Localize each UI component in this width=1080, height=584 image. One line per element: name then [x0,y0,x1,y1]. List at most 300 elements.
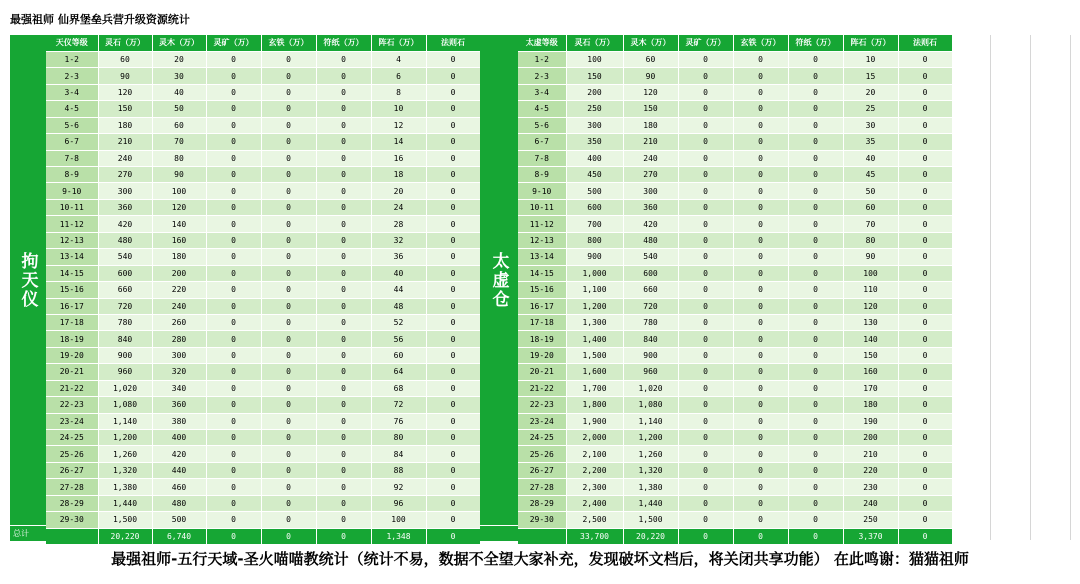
value-cell[interactable]: 240 [623,150,678,166]
value-cell[interactable]: 0 [426,216,480,232]
value-cell[interactable]: 500 [152,512,206,528]
value-cell[interactable]: 120 [623,84,678,100]
value-cell[interactable]: 0 [316,397,371,413]
level-range-cell[interactable]: 18-19 [518,331,566,347]
value-cell[interactable]: 0 [206,84,261,100]
value-cell[interactable]: 0 [261,150,316,166]
value-cell[interactable]: 0 [261,462,316,478]
value-cell[interactable]: 300 [623,183,678,199]
value-cell[interactable]: 0 [426,249,480,265]
value-cell[interactable]: 0 [678,347,733,363]
level-range-cell[interactable]: 8-9 [46,167,98,183]
value-cell[interactable]: 1,000 [566,265,623,281]
level-range-cell[interactable]: 13-14 [46,249,98,265]
value-cell[interactable]: 0 [206,364,261,380]
value-cell[interactable]: 0 [426,117,480,133]
value-cell[interactable]: 0 [316,347,371,363]
value-cell[interactable]: 0 [898,216,952,232]
value-cell[interactable]: 1,200 [623,430,678,446]
value-cell[interactable]: 0 [261,331,316,347]
value-cell[interactable]: 2,400 [566,495,623,511]
level-range-cell[interactable]: 20-21 [46,364,98,380]
value-cell[interactable]: 120 [843,298,898,314]
value-cell[interactable]: 0 [426,68,480,84]
value-cell[interactable]: 340 [152,380,206,396]
value-cell[interactable]: 0 [678,298,733,314]
value-cell[interactable]: 0 [206,347,261,363]
value-cell[interactable]: 0 [898,446,952,462]
value-cell[interactable]: 0 [316,479,371,495]
value-cell[interactable]: 0 [426,51,480,67]
total-cell[interactable]: 6,740 [152,528,206,544]
value-cell[interactable]: 0 [316,232,371,248]
value-cell[interactable]: 0 [788,495,843,511]
value-cell[interactable]: 100 [566,51,623,67]
value-cell[interactable]: 250 [843,512,898,528]
value-cell[interactable]: 250 [566,101,623,117]
value-cell[interactable]: 0 [733,298,788,314]
value-cell[interactable]: 0 [788,462,843,478]
value-cell[interactable]: 1,080 [98,397,152,413]
level-range-cell[interactable]: 9-10 [46,183,98,199]
value-cell[interactable]: 0 [788,282,843,298]
value-cell[interactable]: 0 [261,167,316,183]
value-cell[interactable]: 0 [316,183,371,199]
value-cell[interactable]: 160 [152,232,206,248]
value-cell[interactable]: 70 [152,134,206,150]
value-cell[interactable]: 0 [316,150,371,166]
value-cell[interactable]: 0 [678,232,733,248]
value-cell[interactable]: 1,140 [623,413,678,429]
value-cell[interactable]: 1,700 [566,380,623,396]
value-cell[interactable]: 900 [566,249,623,265]
value-cell[interactable]: 0 [733,249,788,265]
value-cell[interactable]: 0 [316,413,371,429]
value-cell[interactable]: 0 [678,68,733,84]
value-cell[interactable]: 44 [371,282,426,298]
value-cell[interactable]: 140 [843,331,898,347]
value-cell[interactable]: 0 [261,199,316,215]
value-cell[interactable]: 56 [371,331,426,347]
value-cell[interactable]: 0 [898,347,952,363]
value-cell[interactable]: 540 [98,249,152,265]
value-cell[interactable]: 50 [152,101,206,117]
level-range-cell[interactable]: 29-30 [518,512,566,528]
value-cell[interactable]: 0 [788,298,843,314]
value-cell[interactable]: 80 [843,232,898,248]
value-cell[interactable]: 0 [898,298,952,314]
value-cell[interactable]: 0 [206,134,261,150]
value-cell[interactable]: 0 [788,232,843,248]
value-cell[interactable]: 360 [623,199,678,215]
value-cell[interactable]: 0 [898,413,952,429]
value-cell[interactable]: 64 [371,364,426,380]
value-cell[interactable]: 2,200 [566,462,623,478]
value-cell[interactable]: 0 [261,117,316,133]
level-range-cell[interactable]: 28-29 [46,495,98,511]
value-cell[interactable]: 0 [426,380,480,396]
value-cell[interactable]: 230 [843,479,898,495]
value-cell[interactable]: 30 [152,68,206,84]
value-cell[interactable]: 0 [788,51,843,67]
value-cell[interactable]: 380 [152,413,206,429]
value-cell[interactable]: 0 [261,479,316,495]
value-cell[interactable]: 1,200 [566,298,623,314]
value-cell[interactable]: 300 [152,347,206,363]
level-range-cell[interactable]: 17-18 [46,314,98,330]
level-range-cell[interactable]: 27-28 [518,479,566,495]
level-range-cell[interactable]: 25-26 [46,446,98,462]
value-cell[interactable]: 180 [843,397,898,413]
value-cell[interactable]: 0 [733,282,788,298]
value-cell[interactable]: 0 [788,134,843,150]
value-cell[interactable]: 0 [678,331,733,347]
value-cell[interactable]: 0 [206,446,261,462]
total-cell[interactable]: 0 [898,528,952,544]
value-cell[interactable]: 0 [678,495,733,511]
value-cell[interactable]: 52 [371,314,426,330]
level-range-cell[interactable]: 5-6 [518,117,566,133]
value-cell[interactable]: 0 [788,347,843,363]
value-cell[interactable]: 0 [206,462,261,478]
value-cell[interactable]: 24 [371,199,426,215]
value-cell[interactable]: 190 [843,413,898,429]
value-cell[interactable]: 0 [678,380,733,396]
level-range-cell[interactable]: 11-12 [46,216,98,232]
value-cell[interactable]: 0 [426,347,480,363]
value-cell[interactable]: 0 [733,495,788,511]
level-range-cell[interactable]: 7-8 [518,150,566,166]
total-cell[interactable]: 0 [261,528,316,544]
value-cell[interactable]: 0 [898,199,952,215]
value-cell[interactable]: 0 [678,314,733,330]
value-cell[interactable]: 200 [566,84,623,100]
value-cell[interactable]: 0 [206,117,261,133]
value-cell[interactable]: 0 [261,101,316,117]
value-cell[interactable]: 0 [788,364,843,380]
value-cell[interactable]: 150 [623,101,678,117]
level-range-cell[interactable]: 8-9 [518,167,566,183]
value-cell[interactable]: 0 [426,495,480,511]
value-cell[interactable]: 0 [898,380,952,396]
value-cell[interactable]: 0 [426,397,480,413]
value-cell[interactable]: 270 [623,167,678,183]
value-cell[interactable]: 0 [426,446,480,462]
value-cell[interactable]: 0 [426,331,480,347]
value-cell[interactable]: 70 [843,216,898,232]
value-cell[interactable]: 0 [316,430,371,446]
value-cell[interactable]: 0 [261,68,316,84]
value-cell[interactable]: 45 [843,167,898,183]
value-cell[interactable]: 700 [566,216,623,232]
value-cell[interactable]: 0 [206,512,261,528]
level-range-cell[interactable]: 21-22 [518,380,566,396]
value-cell[interactable]: 210 [623,134,678,150]
level-range-cell[interactable]: 6-7 [518,134,566,150]
value-cell[interactable]: 0 [678,183,733,199]
value-cell[interactable]: 20 [371,183,426,199]
value-cell[interactable]: 2,300 [566,479,623,495]
value-cell[interactable]: 270 [98,167,152,183]
value-cell[interactable]: 0 [898,101,952,117]
value-cell[interactable]: 40 [843,150,898,166]
value-cell[interactable]: 10 [371,101,426,117]
value-cell[interactable]: 0 [316,265,371,281]
value-cell[interactable]: 0 [898,249,952,265]
value-cell[interactable]: 0 [316,167,371,183]
value-cell[interactable]: 280 [152,331,206,347]
value-cell[interactable]: 0 [898,183,952,199]
value-cell[interactable]: 0 [206,101,261,117]
level-range-cell[interactable]: 29-30 [46,512,98,528]
level-range-cell[interactable]: 11-12 [518,216,566,232]
value-cell[interactable]: 0 [316,68,371,84]
value-cell[interactable]: 0 [261,512,316,528]
value-cell[interactable]: 0 [206,183,261,199]
value-cell[interactable]: 180 [623,117,678,133]
value-cell[interactable]: 300 [566,117,623,133]
value-cell[interactable]: 0 [316,446,371,462]
value-cell[interactable]: 0 [898,167,952,183]
value-cell[interactable]: 0 [206,167,261,183]
level-range-cell[interactable]: 15-16 [518,282,566,298]
value-cell[interactable]: 210 [843,446,898,462]
value-cell[interactable]: 420 [98,216,152,232]
value-cell[interactable]: 0 [261,265,316,281]
value-cell[interactable]: 20 [843,84,898,100]
value-cell[interactable]: 900 [98,347,152,363]
level-range-cell[interactable]: 13-14 [518,249,566,265]
value-cell[interactable]: 0 [206,249,261,265]
value-cell[interactable]: 0 [733,347,788,363]
value-cell[interactable]: 0 [733,117,788,133]
value-cell[interactable]: 0 [733,232,788,248]
value-cell[interactable]: 48 [371,298,426,314]
value-cell[interactable]: 0 [261,134,316,150]
value-cell[interactable]: 400 [566,150,623,166]
total-cell[interactable]: 3,370 [843,528,898,544]
value-cell[interactable]: 0 [788,150,843,166]
value-cell[interactable]: 0 [733,430,788,446]
value-cell[interactable]: 600 [623,265,678,281]
value-cell[interactable]: 400 [152,430,206,446]
value-cell[interactable]: 28 [371,216,426,232]
value-cell[interactable]: 0 [788,249,843,265]
value-cell[interactable]: 0 [206,331,261,347]
value-cell[interactable]: 0 [788,265,843,281]
value-cell[interactable]: 60 [623,51,678,67]
value-cell[interactable]: 0 [788,167,843,183]
value-cell[interactable]: 110 [843,282,898,298]
value-cell[interactable]: 0 [733,84,788,100]
value-cell[interactable]: 0 [316,512,371,528]
level-range-cell[interactable]: 19-20 [46,347,98,363]
total-cell[interactable]: 0 [678,528,733,544]
level-range-cell[interactable]: 7-8 [46,150,98,166]
value-cell[interactable]: 720 [623,298,678,314]
value-cell[interactable]: 0 [261,430,316,446]
value-cell[interactable]: 780 [623,314,678,330]
value-cell[interactable]: 1,440 [623,495,678,511]
value-cell[interactable]: 150 [843,347,898,363]
value-cell[interactable]: 0 [206,51,261,67]
value-cell[interactable]: 0 [206,232,261,248]
value-cell[interactable]: 18 [371,167,426,183]
total-cell[interactable]: 1,348 [371,528,426,544]
value-cell[interactable]: 0 [316,117,371,133]
value-cell[interactable]: 0 [788,413,843,429]
value-cell[interactable]: 0 [898,282,952,298]
level-range-cell[interactable]: 16-17 [518,298,566,314]
total-cell[interactable] [518,528,566,544]
value-cell[interactable]: 30 [843,117,898,133]
level-range-cell[interactable]: 26-27 [46,462,98,478]
value-cell[interactable]: 1,300 [566,314,623,330]
value-cell[interactable]: 0 [206,413,261,429]
level-range-cell[interactable]: 24-25 [46,430,98,446]
value-cell[interactable]: 0 [733,446,788,462]
value-cell[interactable]: 0 [898,51,952,67]
value-cell[interactable]: 0 [788,68,843,84]
level-range-cell[interactable]: 12-13 [518,232,566,248]
value-cell[interactable]: 0 [426,314,480,330]
value-cell[interactable]: 0 [898,314,952,330]
value-cell[interactable]: 10 [843,51,898,67]
value-cell[interactable]: 420 [152,446,206,462]
value-cell[interactable]: 0 [733,101,788,117]
value-cell[interactable]: 0 [733,51,788,67]
value-cell[interactable]: 1,320 [98,462,152,478]
value-cell[interactable]: 90 [152,167,206,183]
level-range-cell[interactable]: 25-26 [518,446,566,462]
value-cell[interactable]: 1,020 [623,380,678,396]
value-cell[interactable]: 0 [733,512,788,528]
level-range-cell[interactable]: 26-27 [518,462,566,478]
value-cell[interactable]: 0 [206,314,261,330]
level-range-cell[interactable]: 5-6 [46,117,98,133]
value-cell[interactable]: 480 [98,232,152,248]
value-cell[interactable]: 0 [678,265,733,281]
value-cell[interactable]: 0 [261,380,316,396]
total-cell[interactable]: 33,700 [566,528,623,544]
value-cell[interactable]: 840 [98,331,152,347]
level-range-cell[interactable]: 4-5 [518,101,566,117]
value-cell[interactable]: 60 [98,51,152,67]
value-cell[interactable]: 0 [678,199,733,215]
value-cell[interactable]: 660 [623,282,678,298]
level-range-cell[interactable]: 3-4 [518,84,566,100]
value-cell[interactable]: 0 [898,265,952,281]
value-cell[interactable]: 0 [206,495,261,511]
value-cell[interactable]: 0 [788,479,843,495]
value-cell[interactable]: 0 [426,101,480,117]
value-cell[interactable]: 0 [678,117,733,133]
value-cell[interactable]: 0 [678,150,733,166]
value-cell[interactable]: 0 [206,68,261,84]
value-cell[interactable]: 2,100 [566,446,623,462]
value-cell[interactable]: 72 [371,397,426,413]
value-cell[interactable]: 360 [98,199,152,215]
total-cell[interactable]: 0 [788,528,843,544]
level-range-cell[interactable]: 21-22 [46,380,98,396]
value-cell[interactable]: 420 [623,216,678,232]
value-cell[interactable]: 0 [898,397,952,413]
total-cell[interactable] [46,528,98,544]
value-cell[interactable]: 0 [426,265,480,281]
value-cell[interactable]: 0 [316,84,371,100]
value-cell[interactable]: 0 [426,199,480,215]
value-cell[interactable]: 0 [788,101,843,117]
value-cell[interactable]: 0 [261,183,316,199]
level-range-cell[interactable]: 23-24 [518,413,566,429]
value-cell[interactable]: 0 [788,331,843,347]
value-cell[interactable]: 240 [98,150,152,166]
value-cell[interactable]: 350 [566,134,623,150]
value-cell[interactable]: 0 [206,380,261,396]
value-cell[interactable]: 0 [426,232,480,248]
value-cell[interactable]: 0 [788,380,843,396]
value-cell[interactable]: 0 [261,249,316,265]
value-cell[interactable]: 0 [788,430,843,446]
level-range-cell[interactable]: 17-18 [518,314,566,330]
value-cell[interactable]: 0 [898,512,952,528]
value-cell[interactable]: 0 [426,134,480,150]
value-cell[interactable]: 25 [843,101,898,117]
value-cell[interactable]: 0 [678,216,733,232]
value-cell[interactable]: 360 [152,397,206,413]
value-cell[interactable]: 1,100 [566,282,623,298]
value-cell[interactable]: 0 [316,364,371,380]
value-cell[interactable]: 0 [261,84,316,100]
value-cell[interactable]: 0 [206,199,261,215]
value-cell[interactable]: 0 [316,495,371,511]
value-cell[interactable]: 0 [788,183,843,199]
value-cell[interactable]: 440 [152,462,206,478]
level-range-cell[interactable]: 19-20 [518,347,566,363]
value-cell[interactable]: 1,440 [98,495,152,511]
value-cell[interactable]: 240 [152,298,206,314]
value-cell[interactable]: 2,500 [566,512,623,528]
value-cell[interactable]: 0 [898,150,952,166]
value-cell[interactable]: 0 [733,314,788,330]
value-cell[interactable]: 68 [371,380,426,396]
level-range-cell[interactable]: 1-2 [46,51,98,67]
value-cell[interactable]: 220 [152,282,206,298]
level-range-cell[interactable]: 12-13 [46,232,98,248]
value-cell[interactable]: 0 [206,397,261,413]
value-cell[interactable]: 1,260 [98,446,152,462]
value-cell[interactable]: 0 [316,134,371,150]
value-cell[interactable]: 0 [206,150,261,166]
level-range-cell[interactable]: 28-29 [518,495,566,511]
value-cell[interactable]: 20 [152,51,206,67]
value-cell[interactable]: 0 [898,364,952,380]
value-cell[interactable]: 40 [371,265,426,281]
value-cell[interactable]: 0 [426,430,480,446]
value-cell[interactable]: 0 [316,331,371,347]
value-cell[interactable]: 200 [843,430,898,446]
level-range-cell[interactable]: 16-17 [46,298,98,314]
value-cell[interactable]: 180 [98,117,152,133]
value-cell[interactable]: 0 [733,479,788,495]
value-cell[interactable]: 0 [316,216,371,232]
value-cell[interactable]: 0 [206,479,261,495]
value-cell[interactable]: 0 [316,462,371,478]
total-cell[interactable]: 0 [733,528,788,544]
value-cell[interactable]: 150 [98,101,152,117]
value-cell[interactable]: 0 [261,397,316,413]
value-cell[interactable]: 0 [898,84,952,100]
